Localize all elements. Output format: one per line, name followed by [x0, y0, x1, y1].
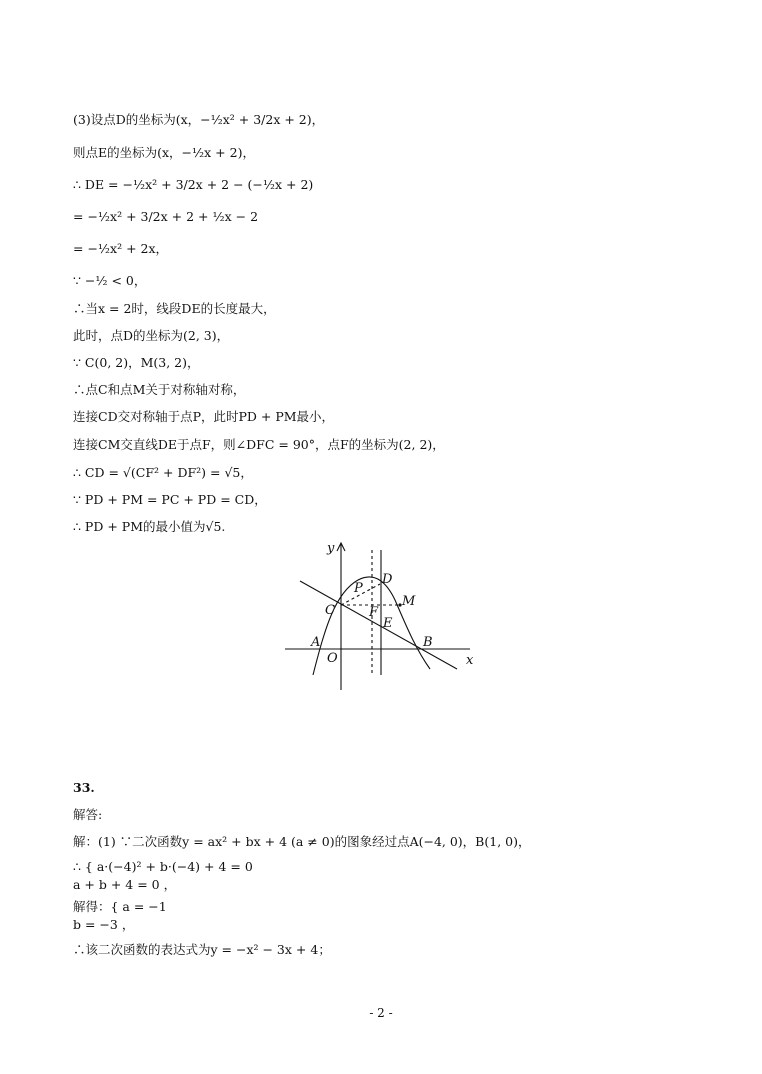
- solution-line-7: ∴当x = 2时，线段DE的长度最大，: [73, 301, 276, 316]
- label-o: O: [327, 651, 338, 666]
- problem-line-2: ∴ { a·(−4)² + b·(−4) + 4 = 0: [73, 859, 253, 874]
- solution-line-5: = −½x² + 2x，: [73, 241, 169, 256]
- label-c: C: [325, 603, 335, 618]
- solution-line-8: 此时，点D的坐标为(2, 3)，: [73, 328, 230, 343]
- label-f: F: [369, 605, 379, 620]
- problem-number: 33.: [73, 780, 95, 795]
- solution-line-15: ∴ PD + PM的最小值为√5.: [73, 519, 226, 534]
- label-p: P: [354, 581, 363, 596]
- label-b: B: [423, 635, 433, 650]
- page-number: - 2 -: [369, 1006, 393, 1020]
- solution-line-14: ∵ PD + PM = PC + PD = CD，: [73, 492, 267, 507]
- solution-line-10: ∴点C和点M关于对称轴对称，: [73, 382, 246, 397]
- label-x: x: [466, 653, 474, 668]
- problem-line-4: 解得：{ a = −1: [73, 899, 167, 914]
- solution-line-13: ∴ CD = √(CF² + DF²) = √5，: [73, 465, 253, 480]
- parabola-figure: [280, 538, 480, 693]
- problem-line-6: ∴该二次函数的表达式为y = −x² − 3x + 4；: [73, 942, 331, 957]
- solution-line-1: (3)设点D的坐标为(x，−½x² + 3/2x + 2)，: [73, 112, 325, 127]
- problem-line-3: a + b + 4 = 0 ，: [73, 877, 177, 892]
- label-d: D: [382, 572, 393, 587]
- line-cb: [300, 581, 457, 669]
- solution-line-6: ∵ −½ < 0，: [73, 273, 147, 288]
- label-e: E: [383, 616, 393, 631]
- label-a: A: [311, 635, 321, 650]
- solution-line-11: 连接CD交对称轴于点P，此时PD + PM最小，: [73, 409, 335, 424]
- solution-line-4: = −½x² + 3/2x + 2 + ½x − 2: [73, 209, 259, 224]
- label-y: y: [327, 541, 335, 556]
- problem-line-5: b = −3 ，: [73, 917, 135, 932]
- solution-line-12: 连接CM交直线DE于点F，则∠DFC = 90°，点F的坐标为(2, 2)，: [73, 437, 445, 452]
- solution-line-2: 则点E的坐标为(x，−½x + 2)，: [73, 145, 255, 160]
- solution-line-3: ∴ DE = −½x² + 3/2x + 2 − (−½x + 2): [73, 177, 314, 192]
- problem-line-1: 解：(1) ∵二次函数y = ax² + bx + 4 (a ≠ 0)的图象经过点A(−4, 0)，B(1, 0)，: [73, 834, 531, 849]
- label-m: M: [402, 594, 416, 609]
- answer-label: 解答:: [73, 807, 103, 822]
- solution-line-9: ∵ C(0, 2)，M(3, 2)，: [73, 355, 200, 370]
